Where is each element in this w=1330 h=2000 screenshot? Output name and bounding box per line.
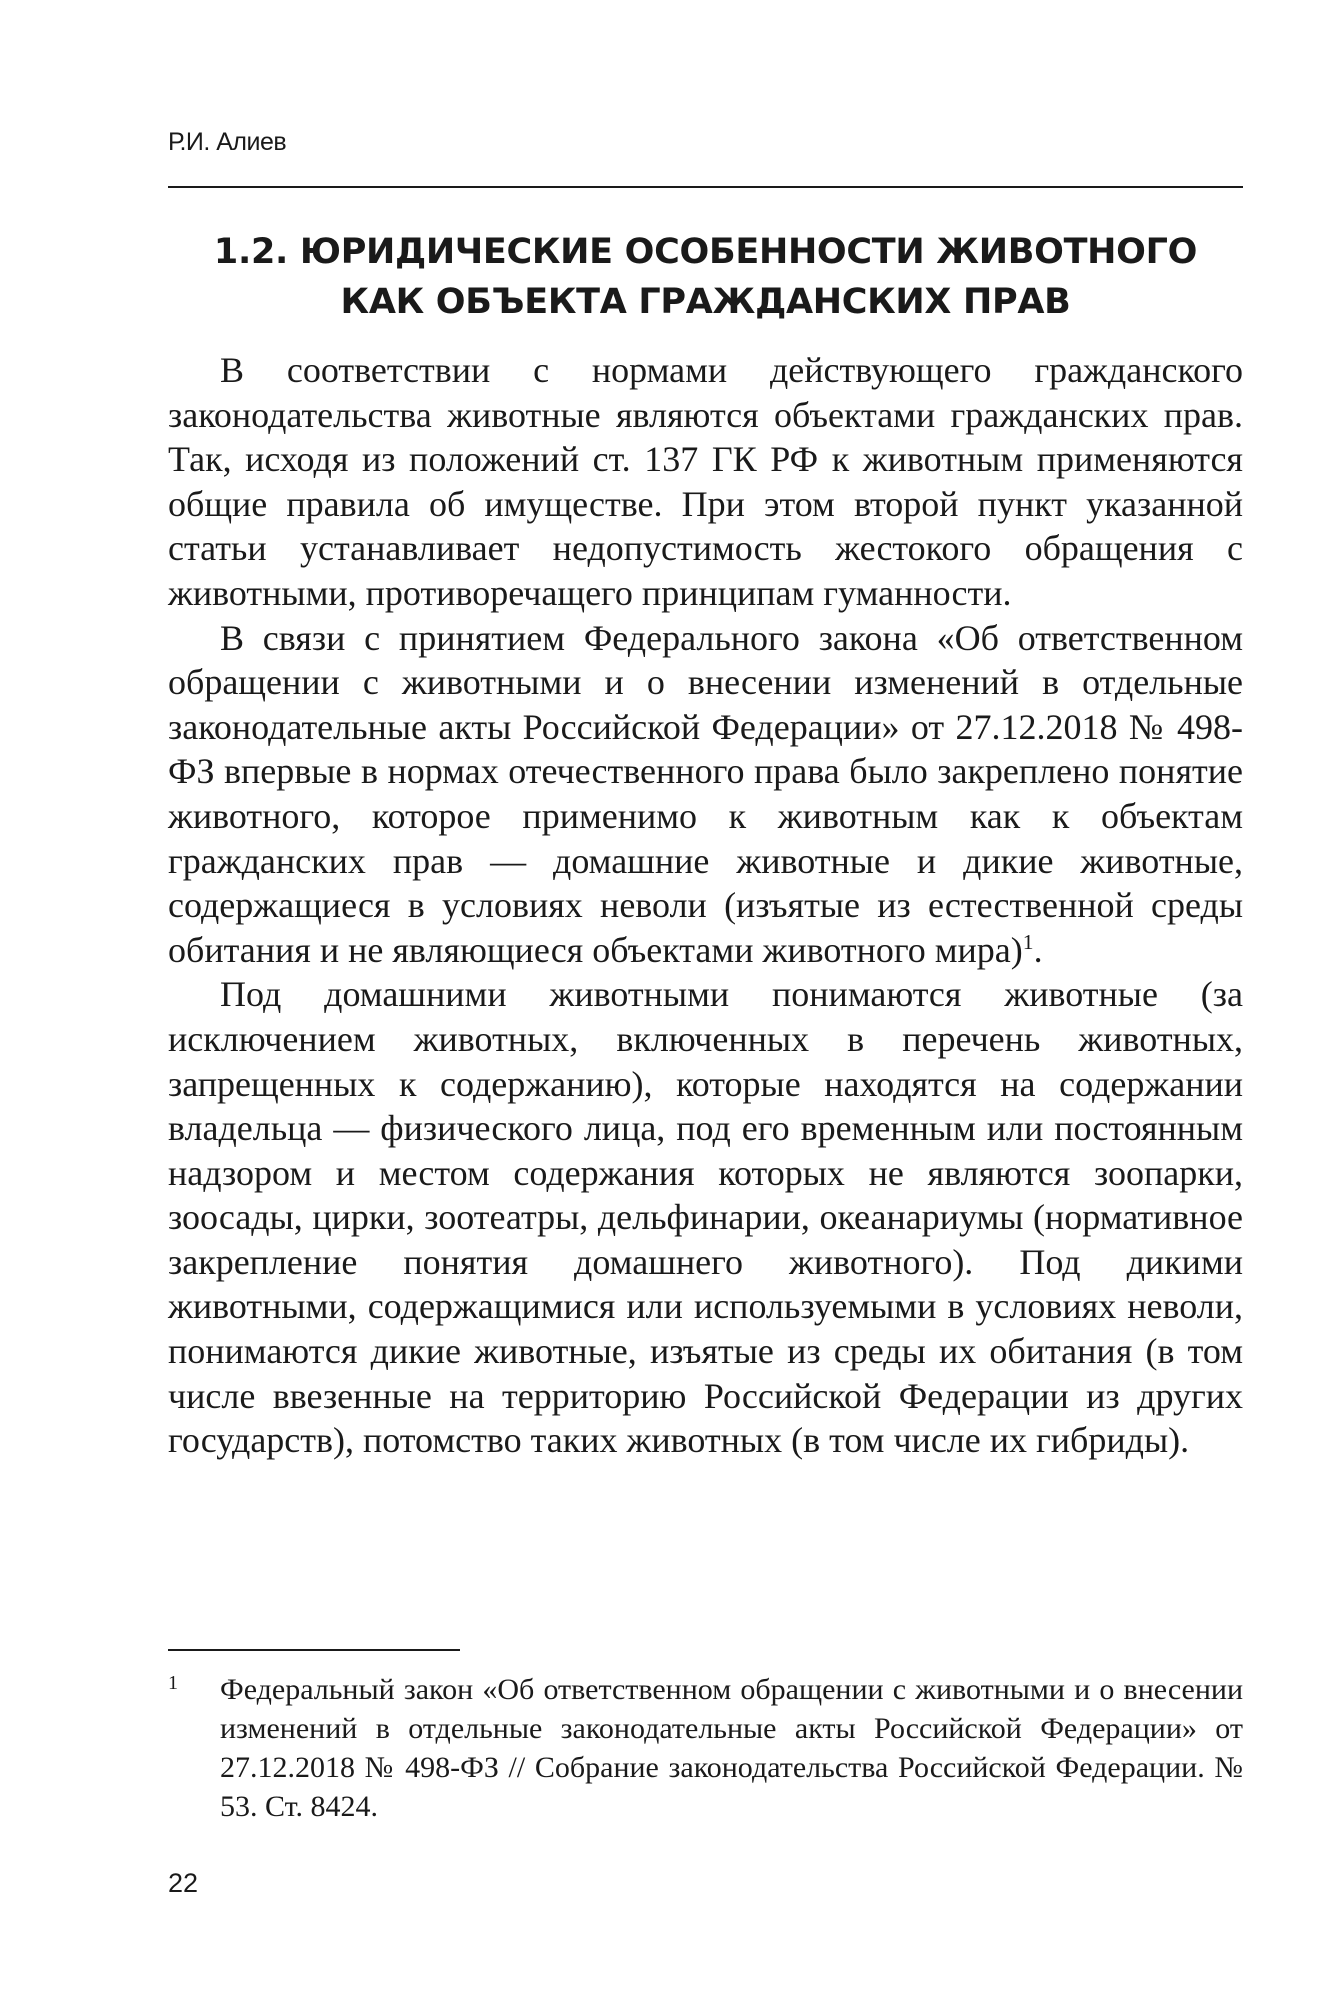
running-head-author: Р.И. Алиев: [168, 128, 287, 156]
paragraph-1: В соответствии с нормами действующего гражданского законодательства животные являются объектами гражданских прав. Так, исходя из положений ст. 137 ГК РФ к животным применяются общие правила об имуществе. При этом второй пункт указанной статьи устанавливает недопустимость жестокого обращения с животными, противоречащего принципам гуманности.: [168, 350, 1243, 613]
page-number: 22: [168, 1868, 199, 1898]
section-title: [168, 227, 1243, 327]
footnote-rule: [168, 1649, 460, 1651]
section-title-line-2: КАК ОБЪЕКТА ГРАЖДАНСКИХ ПРАВ: [340, 282, 1071, 322]
paragraph-2: [168, 616, 1243, 973]
body-text: [168, 348, 1243, 1463]
paragraph-2-text: В связи с принятием Федерального закона «Об ответственном обращении с животными и о внесении изменений в отдельные законодательные акты Российской Федерации» от 27.12.2018 № 498-ФЗ впервые в нормах отечественного права было закреплено понятие животного, которое применимо к животным как к объектам гражданских прав — домашние животные и дикие животные, содержащиеся в условиях неволи (изъятые из естественной среды обитания и не являющиеся объектами животного мира): [168, 617, 1243, 970]
paragraph-3: Под домашними животными понимаются животные (за исключением животных, включенных в перечень животных, запрещенных к содержанию), которые находятся на содержании владельца — физического лица, под его временным или постоянным надзором и местом содержания которых не являются зоопарки, зоосады, цирки, зоотеатры, дельфинарии, океанариумы (нормативное закрепление понятия домашнего животного). Под дикими животными, содержащимися или используемыми в условиях неволи, понимаются дикие животные, изъятые из среды их обитания (в том числе ввезенные на территорию Российской Федерации из других государств), потомство таких животных (в том числе их гибриды).: [168, 974, 1243, 1461]
footnote: [168, 1670, 1243, 1826]
header-rule: [168, 186, 1243, 188]
section-title-line-1: 1.2. ЮРИДИЧЕСКИЕ ОСОБЕННОСТИ ЖИВОТНОГО: [213, 232, 1198, 272]
footnote-text: Федеральный закон «Об ответственном обращении с животными и о внесении изменений в отдельные законодательные акты Российской Федерации» от 27.12.2018 № 498-ФЗ // Собрание законодательства Российской Федерации. № 53. Ст. 8424.: [220, 1673, 1243, 1823]
footnote-mark: 1: [168, 1672, 178, 1694]
footnote-reference: 1: [1022, 929, 1034, 954]
paragraph-2-end: .: [1033, 929, 1043, 970]
